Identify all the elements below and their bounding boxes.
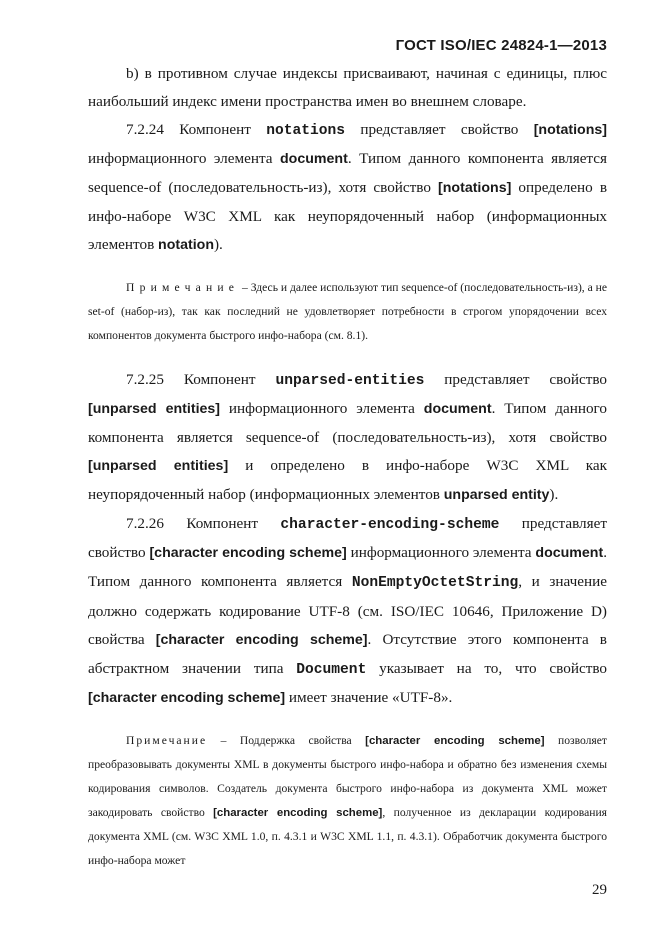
- note-text: – Поддержка свойства: [207, 734, 366, 748]
- note-label: Примечание: [126, 280, 240, 294]
- document-body: [88, 60, 607, 873]
- text: 7.2.24 Компонент: [126, 120, 267, 138]
- note-1: [88, 276, 607, 348]
- text: и определено в инфо-наборе W3C XML как неупорядоченный набор (информационных элементов: [88, 456, 608, 503]
- paragraph-7-2-25: [88, 366, 607, 510]
- property-term: document: [535, 545, 604, 562]
- text: представляет свойство: [424, 370, 607, 388]
- property-term: [character encoding scheme]: [213, 807, 383, 820]
- property-term: [unparsed entities]: [88, 401, 221, 418]
- text: представляет свойство: [345, 120, 534, 138]
- property-term: document: [423, 401, 492, 418]
- text: . Типом данного компонента является sequence-of (последовательность-из), хотя свойство: [88, 400, 607, 447]
- standard-header: ГОСТ ISO/IEC 24824-1—2013: [395, 37, 607, 54]
- property-term: unparsed entity: [443, 486, 550, 503]
- property-term: [unparsed entities]: [88, 457, 229, 474]
- note-2: [88, 729, 607, 873]
- text: . Типом данного компонента является sequence-of (последовательность-из), хотя свойство: [88, 150, 607, 197]
- paragraph-b: b) в противном случае индексы присваивают, начиная с единицы, плюс наибольший индекс имени пространства имен во внешнем словаре.: [88, 65, 607, 110]
- code-term: Document: [296, 661, 367, 678]
- spacer: [88, 260, 607, 276]
- property-term: [character encoding scheme]: [365, 735, 545, 748]
- property-term: [notations]: [533, 121, 607, 138]
- note-text: – Здесь и далее используют тип sequence-of (последовательность-из), а не set-of (набор-из), так как последний не удовлетворяет потребности в строгом упорядочении всех компонентов документа быстрого инфо-набора (см. 8.1).: [88, 280, 607, 342]
- text: , и значение должно содержать кодирование UTF-8 (см. ISO/IEC 10646, Приложение D) свойства: [88, 573, 608, 648]
- text: указывает на то, что свойство: [366, 659, 607, 677]
- text: информационного элемента: [88, 150, 281, 168]
- text: имеет значение «UTF-8».: [285, 689, 453, 707]
- property-term: [character encoding scheme]: [155, 631, 368, 648]
- paragraph-7-2-24: [88, 116, 607, 260]
- code-term: NonEmptyOctetString: [351, 575, 519, 592]
- property-term: [notations]: [438, 180, 512, 197]
- code-term: character-encoding-scheme: [280, 516, 500, 533]
- text: . Отсутствие этого компонента в абстрактном значении типа: [88, 630, 607, 677]
- text: . Типом данного компонента является: [88, 544, 607, 591]
- spacer: [88, 348, 607, 366]
- paragraph-7-2-26: [88, 510, 607, 714]
- code-term: notations: [266, 122, 346, 139]
- note-text: позволяет преобразовывать документы XML в документы быстрого инфо-набора и обратно без изменения схемы кодирования символов. Создатель документа быстрого инфо-набора из документа XML может закодировать свойство: [88, 734, 607, 820]
- text: определено в инфо-наборе W3C XML как неупорядоченный набор (информационных элементов: [88, 179, 607, 253]
- text: ).: [549, 485, 559, 503]
- page-number: 29: [592, 882, 607, 898]
- text: ).: [214, 235, 223, 253]
- text: 7.2.25 Компонент: [126, 370, 276, 388]
- text: информационного элемента: [220, 400, 424, 418]
- property-term: notation: [158, 236, 214, 253]
- property-term: document: [280, 151, 348, 168]
- code-term: unparsed-entities: [275, 372, 425, 389]
- spacer: [88, 713, 607, 729]
- note-label: Примечание: [126, 734, 208, 748]
- note-text: , полученное из декларации кодирования документа XML (см. W3C XML 1.0, п. 4.3.1 и W3C XML 1.1, п. 4.3.1). Обработчик документа быстрого инфо-набора может: [88, 806, 607, 868]
- text: информационного элемента: [346, 544, 536, 562]
- property-term: [character encoding scheme]: [88, 690, 286, 707]
- text: 7.2.26 Компонент: [126, 514, 281, 532]
- property-term: [character encoding scheme]: [149, 545, 347, 562]
- text: представляет свойство: [88, 514, 607, 562]
